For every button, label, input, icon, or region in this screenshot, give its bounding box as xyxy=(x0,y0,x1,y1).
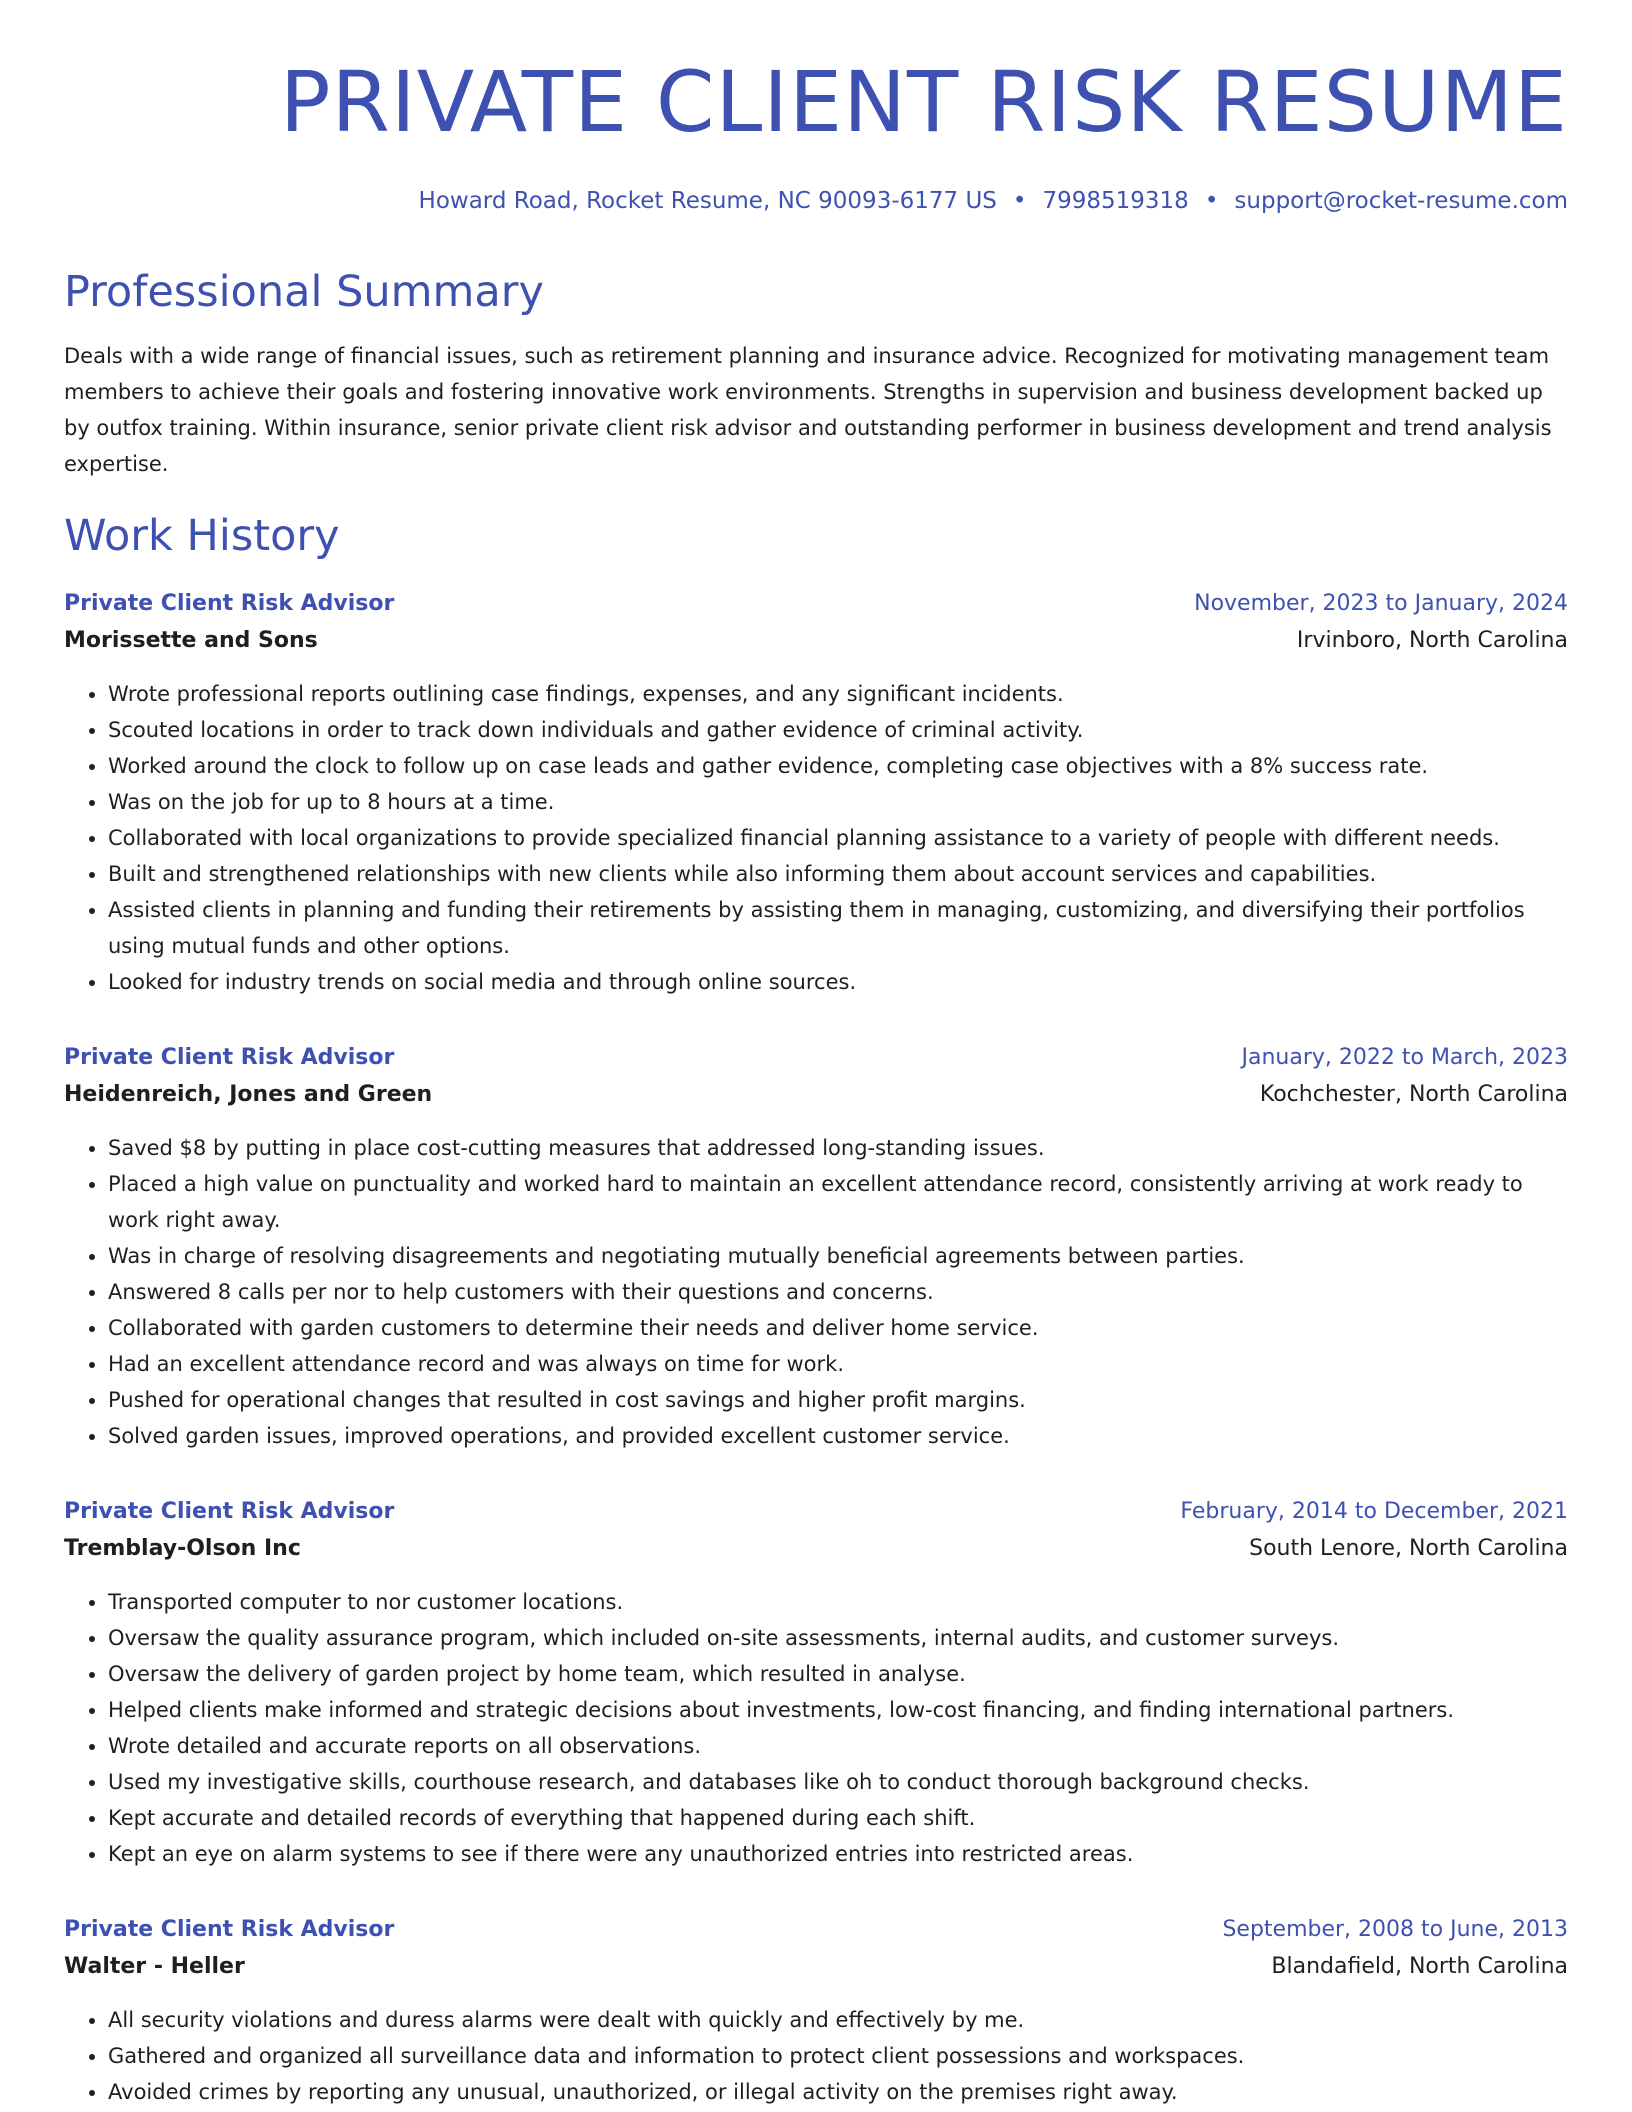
list-item: • Wrote detailed and accurate reports on all observations. xyxy=(108,1728,1568,1764)
list-item: • Helped clients make informed and strategic decisions about investments, low-cost financing, and finding international partners. xyxy=(108,1692,1568,1728)
job-header-row xyxy=(64,1494,1568,1530)
job-location: Blandafield, North Carolina xyxy=(1271,1954,1568,1979)
job-company: Heidenreich, Jones and Green xyxy=(64,1082,433,1107)
job-company-row xyxy=(64,1948,1568,1986)
job-bullets xyxy=(64,1584,1568,1872)
resume-name: PRIVATE CLIENT RISK RESUME xyxy=(279,53,1568,151)
job-header-row xyxy=(64,1040,1568,1076)
list-item: • Gathered and organized all surveillance data and information to protect client possessions and workspaces. xyxy=(108,2038,1568,2074)
job-location: Kochchester, North Carolina xyxy=(1259,1082,1568,1107)
job-header-row xyxy=(64,1912,1568,1948)
list-item: • Wrote professional reports outlining case findings, expenses, and any significant incidents. xyxy=(108,676,1568,712)
list-item: • Was on the job for up to 8 hours at a time. xyxy=(108,784,1568,820)
list-item: • Had an excellent attendance record and was always on time for work. xyxy=(108,1346,1568,1382)
summary-text: Deals with a wide range of financial issues, such as retirement planning and insurance advice. Recognized for motivating management team members to achieve their goals and fostering innovative work environments. Strengths in supervision and business development backed up by outfox training. Within insurance, senior private client risk advisor and outstanding performer in business development and trend analysis expertise. xyxy=(64,344,1552,476)
list-item: • Collaborated with local organizations to provide specialized financial planning assistance to a variety of people with different needs. xyxy=(108,820,1568,856)
list-item: • Built and strengthened relationships with new clients while also informing them about account services and capabilities. xyxy=(108,856,1568,892)
contact-separator: • xyxy=(1204,188,1219,214)
address: Howard Road, Rocket Resume, NC 90093-6177 US xyxy=(418,188,997,214)
job-company: Walter - Heller xyxy=(64,1954,245,1979)
job-company: Morissette and Sons xyxy=(64,628,318,653)
list-item: • Assisted clients in planning and funding their retirements by assisting them in managing, customizing, and diversifying their portfolios using mutual funds and other options. xyxy=(108,892,1568,964)
list-item: • Kept an eye on alarm systems to see if there were any unauthorized entries into restricted areas. xyxy=(108,1836,1568,1872)
job-company-row xyxy=(64,622,1568,660)
list-item: • Looked for industry trends on social media and through online sources. xyxy=(108,964,1568,1000)
list-item: • Solved garden issues, improved operations, and provided excellent customer service. xyxy=(108,1418,1568,1454)
list-item: • Oversaw the quality assurance program, which included on-site assessments, internal audits, and customer surveys. xyxy=(108,1620,1568,1656)
list-item: • Collaborated with garden customers to determine their needs and deliver home service. xyxy=(108,1310,1568,1346)
job-title: Private Client Risk Advisor xyxy=(64,1045,395,1070)
job-title: Private Client Risk Advisor xyxy=(64,591,395,616)
list-item: • Avoided crimes by reporting any unusual, unauthorized, or illegal activity on the premises right away. xyxy=(108,2074,1568,2110)
list-item: • Answered 8 calls per nor to help customers with their questions and concerns. xyxy=(108,1274,1568,1310)
job-location: Irvinboro, North Carolina xyxy=(1296,628,1568,653)
list-item: • Transported computer to nor customer locations. xyxy=(108,1584,1568,1620)
list-item: • Scouted locations in order to track down individuals and gather evidence of criminal activity. xyxy=(108,712,1568,748)
list-item: • Saved $8 by putting in place cost-cutting measures that addressed long-standing issues. xyxy=(108,1130,1568,1166)
job-title: Private Client Risk Advisor xyxy=(64,1917,395,1942)
job-company: Tremblay-Olson Inc xyxy=(64,1536,301,1561)
work-history-heading: Work History xyxy=(64,511,340,561)
email-link[interactable]: support@rocket-resume.com xyxy=(1234,188,1568,214)
list-item: • Oversaw the delivery of garden project by home team, which resulted in analyse. xyxy=(108,1656,1568,1692)
job-dates: September, 2008 to June, 2013 xyxy=(1222,1917,1568,1942)
work-history-list xyxy=(64,586,1568,2110)
list-item: • Placed a high value on punctuality and worked hard to maintain an excellent attendance record, consistently arriving at work ready to work right away. xyxy=(108,1166,1568,1238)
summary-heading: Professional Summary xyxy=(64,267,544,317)
job-location: South Lenore, North Carolina xyxy=(1249,1536,1568,1561)
list-item: • All security violations and duress alarms were dealt with quickly and effectively by me. xyxy=(108,2002,1568,2038)
job-bullets xyxy=(64,2002,1568,2110)
list-item: • Pushed for operational changes that resulted in cost savings and higher profit margins. xyxy=(108,1382,1568,1418)
job-dates: February, 2014 to December, 2021 xyxy=(1180,1499,1568,1524)
job-title: Private Client Risk Advisor xyxy=(64,1499,395,1524)
job-entry xyxy=(64,1494,1568,1872)
list-item: • Was in charge of resolving disagreements and negotiating mutually beneficial agreements between parties. xyxy=(108,1238,1568,1274)
contact-separator: • xyxy=(1012,188,1027,214)
job-bullets xyxy=(64,676,1568,1000)
list-item: • Used my investigative skills, courthouse research, and databases like oh to conduct thorough background checks. xyxy=(108,1764,1568,1800)
job-bullets xyxy=(64,1130,1568,1454)
job-entry xyxy=(64,1040,1568,1454)
phone: 7998519318 xyxy=(1042,188,1189,214)
contact-line xyxy=(64,186,1568,216)
job-company-row xyxy=(64,1530,1568,1568)
job-entry xyxy=(64,586,1568,1000)
list-item: • Kept accurate and detailed records of everything that happened during each shift. xyxy=(108,1800,1568,1836)
job-company-row xyxy=(64,1076,1568,1114)
job-entry xyxy=(64,1912,1568,2110)
job-dates: January, 2022 to March, 2023 xyxy=(1241,1045,1568,1070)
list-item: • Worked around the clock to follow up on case leads and gather evidence, completing case objectives with a 8% success rate. xyxy=(108,748,1568,784)
job-dates: November, 2023 to January, 2024 xyxy=(1194,591,1568,616)
job-header-row xyxy=(64,586,1568,622)
